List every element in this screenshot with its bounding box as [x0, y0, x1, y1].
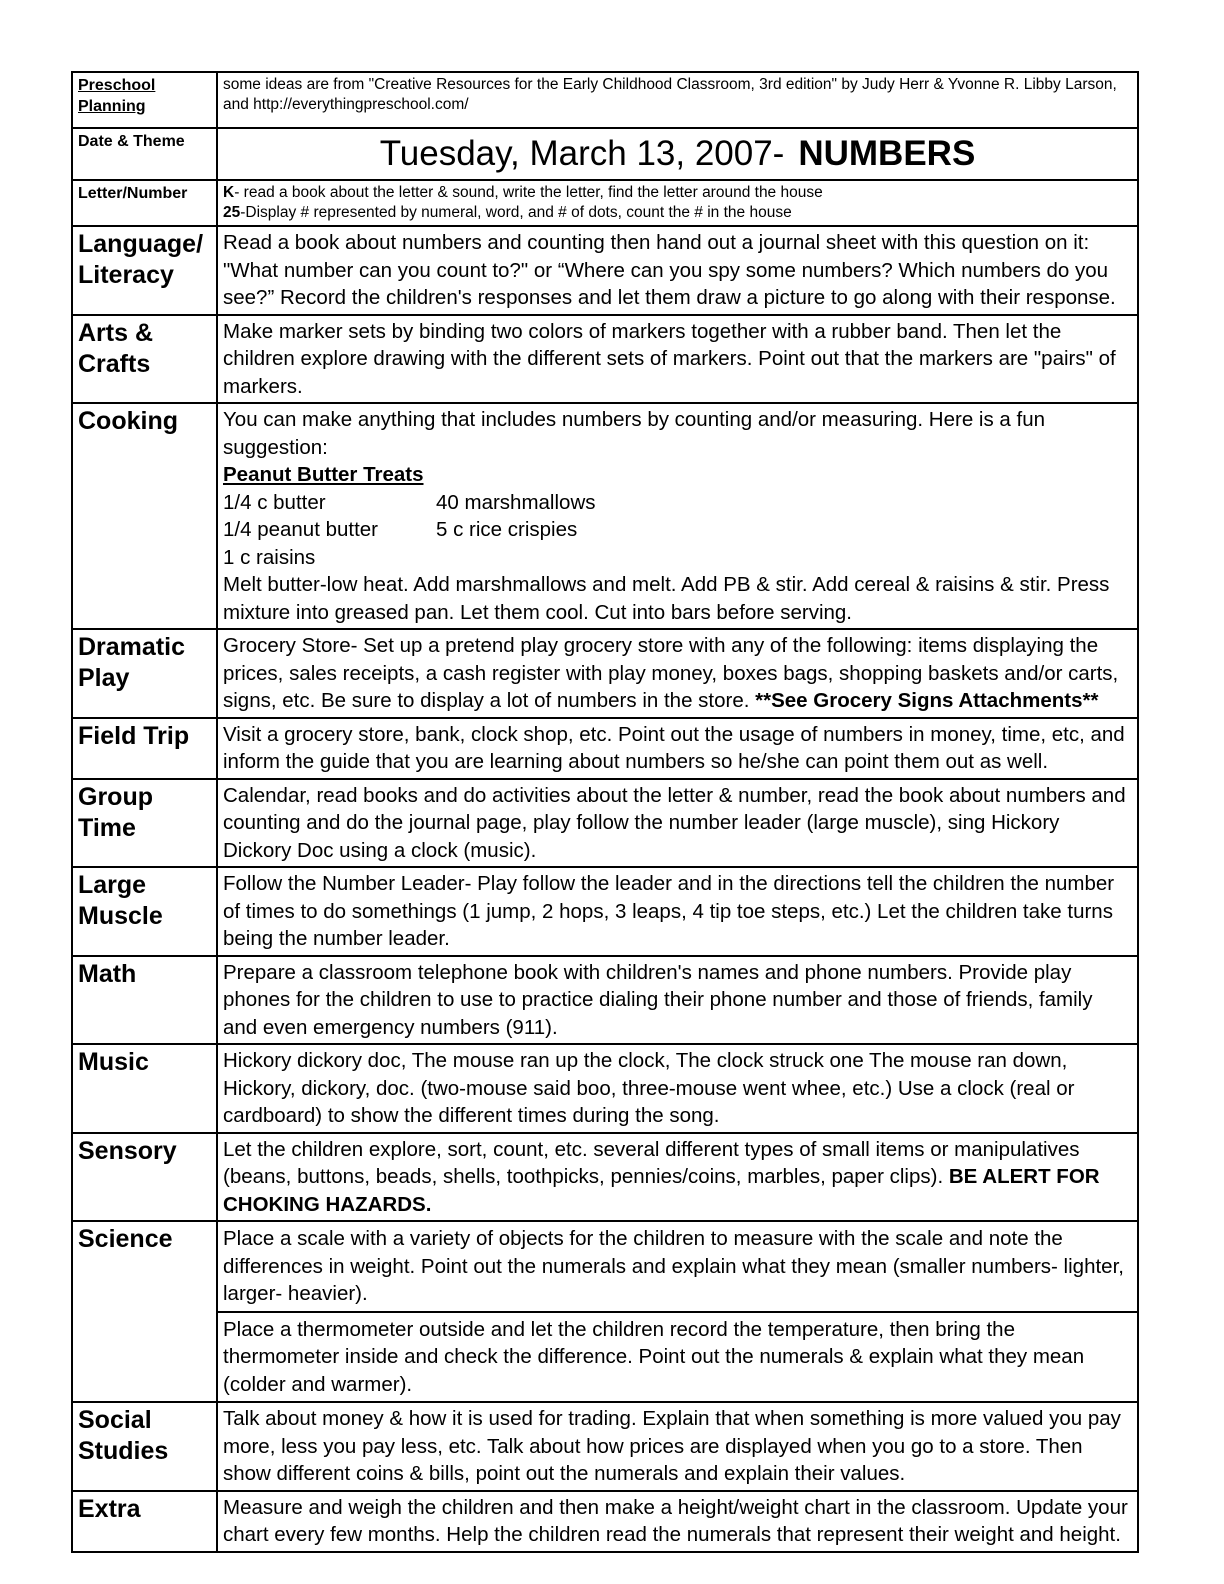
row-arts-crafts: [72, 315, 1138, 404]
text-field-trip: Visit a grocery store, bank, clock shop, etc. Point out the usage of numbers in money, time, etc, and inform the guide that you are learning about numbers so he/she can point them out as well.: [217, 718, 1138, 779]
page-title: [217, 128, 1138, 180]
ingredient-item: 40 marshmallows: [436, 490, 596, 514]
ingredient-item: 1 c raisins: [223, 545, 316, 569]
number-text: -Display # represented by numeral, word, and # of dots, count the # in the house: [240, 204, 792, 221]
label-arts-crafts: Arts & Crafts: [72, 315, 217, 404]
ingredient-item: 5 c rice crispies: [436, 518, 578, 541]
row-group-time: [72, 779, 1138, 868]
text-math: Prepare a classroom telephone book with children's names and phone numbers. Provide play phones for the children to use to practice dialing their phone number and those of friends, family and even emergency numbers (911).: [217, 956, 1138, 1045]
theme-text: NUMBERS: [798, 134, 976, 173]
letter-number-label: Letter/Number: [72, 180, 217, 226]
label-sensory: Sensory: [72, 1133, 217, 1222]
letter-text: - read a book about the letter & sound, write the letter, find the letter around the house: [234, 184, 823, 201]
cooking-directions: Melt butter-low heat. Add marshmallows and melt. Add PB & stir. Add cereal & raisins & stir. Press mixture into greased pan. Let them cool. Cut into bars before serving.: [223, 573, 1110, 624]
text-sensory: [217, 1133, 1138, 1222]
row-dramatic-play: [72, 629, 1138, 718]
lesson-plan-table: [71, 71, 1139, 1553]
text-cooking: [217, 403, 1138, 629]
letter-number-row: [72, 180, 1138, 226]
text-dramatic-play: [217, 629, 1138, 718]
ingredient-row: [223, 516, 1132, 544]
row-cooking: [72, 403, 1138, 629]
row-language-literacy: [72, 226, 1138, 315]
ingredient-row: [223, 489, 1132, 517]
text-social-studies: Talk about money & how it is used for trading. Explain that when something is more valued you pay more, less you pay less, etc. Talk about how prices are displayed when you go to a store. Then show different coins & bills, point out the numerals and explain their values.: [217, 1402, 1138, 1491]
text-extra: Measure and weigh the children and then make a height/weight chart in the classroom. Update your chart every few months. Help the children read the numerals that represent their weight and height.: [217, 1491, 1138, 1552]
text-large-muscle: Follow the Number Leader- Play follow the leader and in the directions tell the children the number of times to do somethings (1 jump, 2 hops, 3 leaps, 4 tip toe steps, etc.) Let the children take turns being the number leader.: [217, 867, 1138, 956]
ingredient-row: [223, 544, 1132, 572]
sensory-text: Let the children explore, sort, count, etc. several different types of small items or manipulatives (beans, buttons, beads, shells, toothpicks, pennies/coins, marbles, paper clips).: [223, 1137, 1080, 1188]
label-science: Science: [72, 1221, 217, 1402]
planning-label: Preschool Planning: [72, 72, 217, 128]
text-science: [217, 1221, 1138, 1402]
science-activity-thermometer: Place a thermometer outside and let the children record the temperature, then bring the thermometer inside and check the difference. Point out the numerals & explain what they mean (colder and warmer).: [218, 1311, 1137, 1402]
row-math: [72, 956, 1138, 1045]
row-extra: [72, 1491, 1138, 1552]
dramatic-note: **See Grocery Signs Attachments**: [755, 689, 1099, 712]
number-value: 25: [223, 204, 241, 221]
label-cooking: Cooking: [72, 403, 217, 629]
text-arts-crafts: Make marker sets by binding two colors of markers together with a rubber band. Then let the children explore drawing with the different sets of markers. Point out that the markers are "pairs" of markers.: [217, 315, 1138, 404]
label-dramatic-play: Dramatic Play: [72, 629, 217, 718]
label-music: Music: [72, 1044, 217, 1133]
label-extra: Extra: [72, 1491, 217, 1552]
row-social-studies: [72, 1402, 1138, 1491]
sensory-warning: BE ALERT FOR CHOKING HAZARDS.: [223, 1165, 1100, 1216]
date-theme-row: [72, 128, 1138, 180]
recipe-title: Peanut Butter Treats: [223, 463, 424, 486]
row-field-trip: [72, 718, 1138, 779]
row-science: [72, 1221, 1138, 1402]
row-music: [72, 1044, 1138, 1133]
text-group-time: Calendar, read books and do activities about the letter & number, read the book about numbers and counting and do the journal page, play follow the number leader (large muscle), sing Hickory Dickory Doc using a clock (music).: [217, 779, 1138, 868]
row-large-muscle: [72, 867, 1138, 956]
label-social-studies: Social Studies: [72, 1402, 217, 1491]
science-activity-scale: Place a scale with a variety of objects for the children to measure with the scale and note the differences in weight. Point out the numerals and explain what they mean (smaller numbers- lighter, larger- heavier).: [223, 1227, 1124, 1305]
letter-line: [223, 183, 1132, 203]
source-note: some ideas are from "Creative Resources for the Early Childhood Classroom, 3rd edition" by Judy Herr & Yvonne R. Libby Larson, and http://everythingpreschool.com/: [217, 72, 1138, 128]
label-field-trip: Field Trip: [72, 718, 217, 779]
header-row: [72, 72, 1138, 128]
dramatic-text: Grocery Store- Set up a pretend play grocery store with any of the following: items displaying the prices, sales receipts, a cash register with play money, boxes bags, shopping baskets and/or carts, signs, etc. Be sure to display a lot of numbers in the store.: [223, 634, 1119, 712]
text-music: Hickory dickory doc, The mouse ran up the clock, The clock struck one The mouse ran down, Hickory, dickory, doc. (two-mouse said boo, three-mouse went whee, etc.) Use a clock (real or cardboard) to show the different times during the song.: [217, 1044, 1138, 1133]
letter-value: K: [223, 184, 235, 201]
letter-number-content: [217, 180, 1138, 226]
text-language-literacy: Read a book about numbers and counting then hand out a journal sheet with this question on it: "What number can you count to?" or “Where can you spy some numbers? Which numbers do you see?” Record the children's responses and let them draw a picture to go along with their response.: [217, 226, 1138, 315]
label-large-muscle: Large Muscle: [72, 867, 217, 956]
label-group-time: Group Time: [72, 779, 217, 868]
date-theme-label: Date & Theme: [72, 128, 217, 180]
ingredient-item: 1/4 c butter: [223, 490, 326, 514]
label-language-literacy: Language/ Literacy: [72, 226, 217, 315]
row-sensory: [72, 1133, 1138, 1222]
label-math: Math: [72, 956, 217, 1045]
number-line: [223, 203, 1132, 223]
ingredient-item: 1/4 peanut butter: [223, 518, 379, 541]
cooking-intro: You can make anything that includes numbers by counting and/or measuring. Here is a fun suggestion:: [223, 408, 1046, 459]
date-text: Tuesday, March 13, 2007-: [379, 134, 785, 173]
